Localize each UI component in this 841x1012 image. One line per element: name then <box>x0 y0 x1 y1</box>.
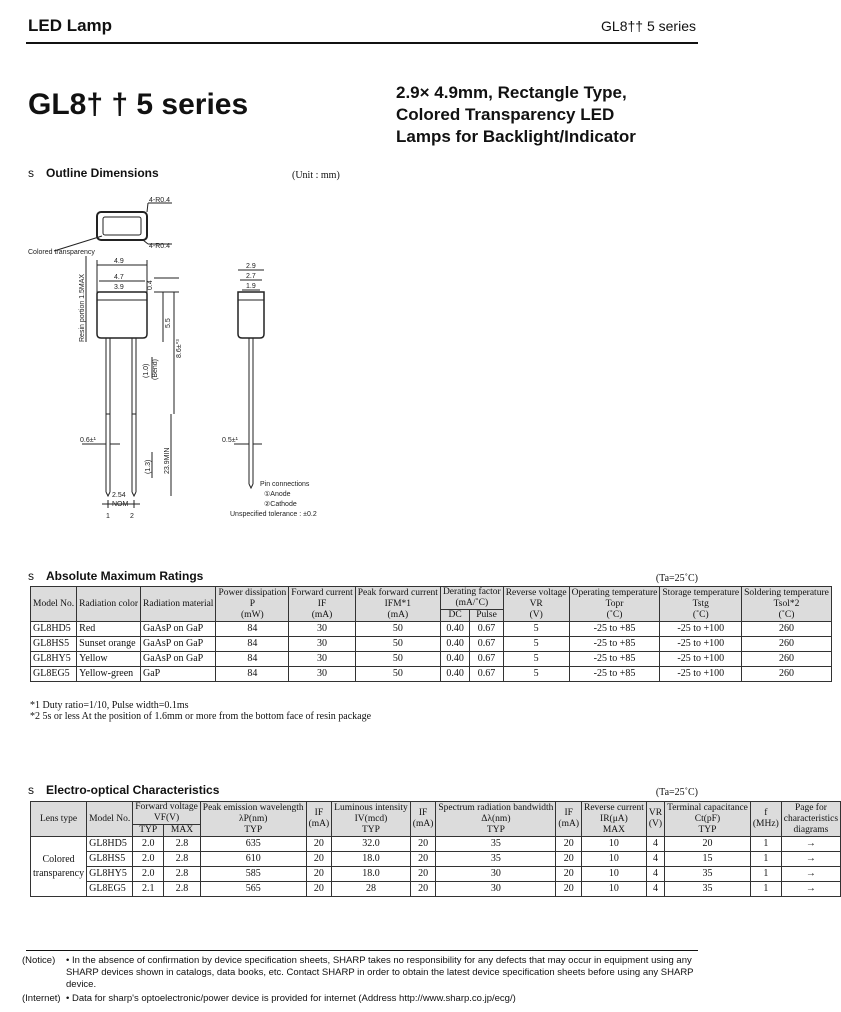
cell-bw-if: 20 <box>556 852 582 867</box>
cell-ir: 10 <box>581 867 646 882</box>
amr-col-tstg <box>660 587 742 622</box>
eoc-lum-typ: TYP <box>362 824 380 835</box>
eoc-bw-if-unit: (mA) <box>558 819 579 829</box>
eoc-col-bw-if <box>556 802 582 837</box>
subtitle-line-1: 2.9× 4.9mm, Rectangle Type, <box>396 83 627 102</box>
table-row <box>31 882 841 897</box>
cell-vf-typ: 2.0 <box>133 837 164 852</box>
eoc-rc-vr-unit: (V) <box>648 819 663 829</box>
table-row <box>31 837 841 852</box>
dim-2-54: 2.54 <box>112 492 126 499</box>
cell-tsol: 260 <box>742 652 832 667</box>
cell-page-arrow[interactable]: → <box>781 852 840 867</box>
amr-if-unit: (mA) <box>311 609 333 620</box>
notice-label: (Notice) <box>22 955 56 966</box>
cell-pulse: 0.67 <box>470 667 503 682</box>
cell-color: Sunset orange <box>77 637 141 652</box>
eoc-rc-title: Reverse current <box>583 802 644 813</box>
cell-material: GaP <box>141 667 216 682</box>
eoc-col-vf <box>133 802 201 825</box>
cell-vr: 5 <box>503 652 569 667</box>
footer-rule <box>26 950 698 951</box>
cell-model: GL8EG5 <box>31 667 77 682</box>
eoc-vf-title: Forward voltage <box>135 802 198 812</box>
dim-0-4: 0.4 <box>147 280 154 290</box>
cell-lum: 18.0 <box>332 867 411 882</box>
amr-condition: (Ta=25˚C) <box>655 573 698 584</box>
amr-if-title: Forward current <box>291 587 353 598</box>
eoc-lum-unit: IV(mcd) <box>354 813 388 824</box>
eoc-col-model: Model No. <box>87 802 133 837</box>
cell-page-arrow[interactable]: → <box>781 882 840 897</box>
label-anode: ①Anode <box>264 491 291 498</box>
table-row <box>31 852 841 867</box>
table-row <box>31 867 841 882</box>
cell-tsol: 260 <box>742 637 832 652</box>
amr-vr-title: Reverse voltage <box>505 587 567 598</box>
label-tolerance: Unspecified tolerance : ±0.2 <box>230 511 317 518</box>
eoc-page-line-1: Page for <box>794 802 827 813</box>
cell-model: GL8HD5 <box>31 622 77 637</box>
header-rule <box>26 42 698 44</box>
outline-heading <box>28 166 159 180</box>
label-pin-connections: Pin connections <box>260 481 310 488</box>
eoc-bw-typ: TYP <box>486 824 505 835</box>
header-category: LED Lamp <box>28 16 113 35</box>
bullet-mark: s <box>28 783 34 797</box>
eoc-lum-if-symbol: IF <box>418 808 428 818</box>
dim-1-3: (1.3) <box>145 459 152 474</box>
dim-5-5: 5.5 <box>165 318 172 328</box>
cell-lum: 18.0 <box>332 852 411 867</box>
notice-text: • In the absence of confirmation by device specification sheets, SHARP takes no responsibility for any defects that may occur in equipment using any SHARP devices shown in catalogs, data books, etc. Contact SHARP in order to obtain the latest device specification sheets before using any SHARP device. <box>66 955 694 990</box>
eoc-col-lum-if <box>410 802 436 837</box>
cell-p: 84 <box>216 622 289 637</box>
cell-peak-if: 20 <box>306 837 332 852</box>
amr-col-tsol <box>742 587 832 622</box>
cell-ir: 10 <box>581 837 646 852</box>
eoc-col-peak-if <box>306 802 332 837</box>
cell-lum: 32.0 <box>332 837 411 852</box>
cell-bw: 35 <box>436 852 556 867</box>
footer-notice <box>22 955 698 1005</box>
amr-tstg-unit: (˚C) <box>692 609 709 620</box>
amr-ifm-symbol: IFM*1 <box>384 598 412 609</box>
eoc-condition: (Ta=25˚C) <box>655 787 698 798</box>
lens-line-1: Colored <box>42 853 75 865</box>
eoc-peak-if-unit: (mA) <box>308 819 330 829</box>
cell-peak: 565 <box>200 882 306 897</box>
cell-peak-if: 20 <box>306 852 332 867</box>
eoc-col-bw <box>436 802 556 837</box>
label-cathode: ②Cathode <box>264 501 297 508</box>
cell-material: GaAsP on GaP <box>141 622 216 637</box>
amr-note-1: *1 Duty ratio=1/10, Pulse width=0.1ms <box>30 700 189 711</box>
series-title: GL8† † 5 series <box>28 88 249 121</box>
cell-topr: -25 to +85 <box>569 637 660 652</box>
cell-model: GL8HY5 <box>31 652 77 667</box>
table-row <box>31 652 832 667</box>
cell-f: 1 <box>750 852 781 867</box>
eoc-cap-typ: TYP <box>698 824 717 835</box>
cell-ifm: 50 <box>355 622 440 637</box>
dim-r04-top: 4-R0.4 <box>149 197 171 204</box>
cell-f: 1 <box>750 882 781 897</box>
cell-if: 30 <box>289 637 355 652</box>
amr-table <box>30 586 832 682</box>
amr-col-material: Radiation material <box>141 587 216 622</box>
cell-peak-if: 20 <box>306 867 332 882</box>
dim-3-9: 3.9 <box>114 284 124 291</box>
cell-dc: 0.40 <box>440 637 469 652</box>
cell-f: 1 <box>750 867 781 882</box>
cell-peak: 585 <box>200 867 306 882</box>
dim-8-6: 8.6±°³ <box>176 339 183 358</box>
cell-model: GL8HS5 <box>31 637 77 652</box>
pin-2-label: 2 <box>130 513 134 520</box>
cell-topr: -25 to +85 <box>569 652 660 667</box>
amr-heading <box>28 569 203 583</box>
cell-vf-typ: 2.0 <box>133 867 164 882</box>
cell-lum-if: 20 <box>410 882 436 897</box>
eoc-lum-if-unit: (mA) <box>412 819 434 829</box>
amr-col-pulse: Pulse <box>470 610 503 622</box>
dim-4-9: 4.9 <box>114 258 124 265</box>
cell-color: Red <box>77 622 141 637</box>
cell-vf-max: 2.8 <box>164 837 201 852</box>
dim-2-7: 2.7 <box>246 273 256 280</box>
cell-page-arrow[interactable]: → <box>781 867 840 882</box>
cell-model: GL8EG5 <box>87 882 133 897</box>
amr-tstg-symbol: Tstg <box>692 598 709 609</box>
cell-if: 30 <box>289 652 355 667</box>
cell-bw-if: 20 <box>556 837 582 852</box>
internet-text: • Data for sharp's optoelectronic/power device is provided for internet (Address http://www.sharp.co.jp/ecg/) <box>66 993 516 1004</box>
dim-nom: NOM <box>112 501 129 508</box>
cell-bw: 30 <box>436 882 556 897</box>
dim-23-9: 23.9MIN <box>164 447 171 474</box>
eoc-peak-if-symbol: IF <box>314 808 324 818</box>
internet-label: (Internet) <box>22 993 61 1004</box>
eoc-peak-unit: λP(nm) <box>239 813 268 824</box>
cell-vr: 5 <box>503 622 569 637</box>
cell-peak-if: 20 <box>306 882 332 897</box>
cell-peak: 610 <box>200 852 306 867</box>
table-row <box>31 637 832 652</box>
eoc-col-vf-typ: TYP <box>133 825 164 837</box>
eoc-cap-title: Terminal capacitance <box>667 802 748 813</box>
amr-vr-symbol: VR <box>529 598 543 609</box>
amr-col-color: Radiation color <box>77 587 141 622</box>
product-subtitle <box>396 82 696 148</box>
eoc-heading <box>28 783 219 797</box>
eoc-bw-if-symbol: IF <box>564 808 573 818</box>
cell-lum-if: 20 <box>410 837 436 852</box>
amr-ifm-title: Peak forward current <box>357 587 438 598</box>
cell-ct: 35 <box>665 867 751 882</box>
amr-tstg-title: Storage temperature <box>662 587 740 598</box>
eoc-col-page <box>781 802 840 837</box>
cell-page-arrow[interactable]: → <box>781 837 840 852</box>
amr-p-symbol: P <box>249 598 256 609</box>
cell-tstg: -25 to +100 <box>660 667 742 682</box>
amr-tsol-symbol: Tsol*2 <box>773 598 800 609</box>
amr-col-dc: DC <box>440 610 469 622</box>
eoc-page-line-2: characteristics <box>783 813 839 824</box>
eoc-cap-f-symbol: f <box>764 808 768 818</box>
cell-pulse: 0.67 <box>470 622 503 637</box>
eoc-table <box>30 801 841 897</box>
amr-derating-unit: (mA/˚C) <box>455 598 489 608</box>
pin-1-label: 1 <box>106 513 110 520</box>
cell-ir: 10 <box>581 852 646 867</box>
outline-unit: (Unit : mm) <box>292 170 340 181</box>
cell-f: 1 <box>750 837 781 852</box>
eoc-rc-unit: IR(μA) <box>600 813 628 824</box>
eoc-rc-vr-symbol: VR <box>648 808 663 818</box>
cell-if: 30 <box>289 622 355 637</box>
cell-p: 84 <box>216 652 289 667</box>
eoc-bw-unit: Δλ(nm) <box>481 813 511 824</box>
cell-vf-max: 2.8 <box>164 882 201 897</box>
outline-drawing <box>24 182 334 524</box>
cell-dc: 0.40 <box>440 652 469 667</box>
cell-bw-if: 20 <box>556 867 582 882</box>
cell-vr: 5 <box>503 667 569 682</box>
cell-dc: 0.40 <box>440 667 469 682</box>
cell-ir: 10 <box>581 882 646 897</box>
cell-vf-max: 2.8 <box>164 867 201 882</box>
dim-4-7: 4.7 <box>114 274 124 281</box>
amr-topr-title: Operating temperature <box>571 587 658 598</box>
eoc-col-rc-vr <box>646 802 664 837</box>
cell-vr: 4 <box>646 867 664 882</box>
cell-tsol: 260 <box>742 622 832 637</box>
amr-col-if <box>289 587 355 622</box>
table-row <box>31 667 832 682</box>
cell-bw: 35 <box>436 837 556 852</box>
cell-peak: 635 <box>200 837 306 852</box>
amr-col-topr <box>569 587 660 622</box>
eoc-col-lens: Lens type <box>31 802 87 837</box>
eoc-heading-text: Electro-optical Characteristics <box>46 783 220 797</box>
cell-model: GL8HY5 <box>87 867 133 882</box>
amr-topr-symbol: Topr <box>605 598 624 609</box>
cell-lum-if: 20 <box>410 867 436 882</box>
cell-vr: 4 <box>646 837 664 852</box>
eoc-peak-title: Peak emission wavelength <box>202 802 304 813</box>
label-colored-transparency: Colored transparency <box>28 249 95 256</box>
eoc-lum-title: Luminous intensity <box>334 802 408 813</box>
eoc-page-line-3: diagrams <box>793 824 829 835</box>
cell-ct: 35 <box>665 882 751 897</box>
amr-tsol-title: Soldering temperature <box>744 587 829 598</box>
subtitle-line-3: Lamps for Backlight/Indicator <box>396 127 636 146</box>
dim-0-5: 0.5±¹ <box>222 437 238 444</box>
amr-tsol-unit: (˚C) <box>778 609 795 620</box>
cell-pulse: 0.67 <box>470 652 503 667</box>
cell-vr: 5 <box>503 637 569 652</box>
header-series: GL8†† 5 series <box>601 18 696 34</box>
amr-col-p <box>216 587 289 622</box>
dim-r04-bottom: 4-R0.4 <box>149 243 171 250</box>
eoc-col-vf-max: MAX <box>164 825 201 837</box>
eoc-cap-unit: Ct(pF) <box>694 813 721 824</box>
eoc-peak-typ: TYP <box>244 824 263 835</box>
lens-line-2: transparency <box>33 867 85 879</box>
cell-vf-typ: 2.0 <box>133 852 164 867</box>
table-row <box>31 622 832 637</box>
eoc-vf-unit: VF(V) <box>153 813 180 823</box>
cell-topr: -25 to +85 <box>569 622 660 637</box>
eoc-rc-max: MAX <box>602 824 625 835</box>
amr-p-title: Power dissipation <box>218 587 287 598</box>
cell-bw-if: 20 <box>556 882 582 897</box>
cell-lum: 28 <box>332 882 411 897</box>
cell-vf-typ: 2.1 <box>133 882 164 897</box>
cell-if: 30 <box>289 667 355 682</box>
cell-ct: 20 <box>665 837 751 852</box>
cell-material: GaAsP on GaP <box>141 652 216 667</box>
subtitle-line-2: Colored Transparency LED <box>396 105 615 124</box>
eoc-col-cap-f <box>750 802 781 837</box>
outline-heading-text: Outline Dimensions <box>46 166 159 180</box>
cell-model: GL8HS5 <box>87 852 133 867</box>
dim-2-9: 2.9 <box>246 263 256 270</box>
cell-vf-max: 2.8 <box>164 852 201 867</box>
amr-derating-title: Derating factor <box>442 587 501 597</box>
dim-1-0: (1.0) <box>143 363 150 378</box>
cell-color: Yellow-green <box>77 667 141 682</box>
amr-notes <box>30 700 371 722</box>
amr-col-ifm <box>355 587 440 622</box>
label-bend: (Bend) <box>152 358 159 380</box>
cell-tstg: -25 to +100 <box>660 637 742 652</box>
amr-col-model: Model No. <box>31 587 77 622</box>
amr-col-vr <box>503 587 569 622</box>
dim-0-6: 0.6±¹ <box>80 437 96 444</box>
amr-if-symbol: IF <box>317 598 327 609</box>
cell-material: GaAsP on GaP <box>141 637 216 652</box>
cell-ifm: 50 <box>355 637 440 652</box>
cell-tstg: -25 to +100 <box>660 652 742 667</box>
cell-bw: 30 <box>436 867 556 882</box>
cell-p: 84 <box>216 667 289 682</box>
cell-vr: 4 <box>646 852 664 867</box>
amr-p-unit: (mW) <box>241 609 264 620</box>
cell-p: 84 <box>216 637 289 652</box>
label-resin-portion: Resin portion 1.5MAX <box>79 273 86 342</box>
cell-ifm: 50 <box>355 667 440 682</box>
cell-vr: 4 <box>646 882 664 897</box>
cell-tstg: -25 to +100 <box>660 622 742 637</box>
amr-note-2: *2 5s or less At the position of 1.6mm or more from the bottom face of resin package <box>30 711 372 722</box>
eoc-col-cap <box>665 802 751 837</box>
eoc-col-rc <box>581 802 646 837</box>
cell-topr: -25 to +85 <box>569 667 660 682</box>
amr-heading-text: Absolute Maximum Ratings <box>46 569 204 583</box>
cell-model: GL8HD5 <box>87 837 133 852</box>
amr-col-derating <box>440 587 503 610</box>
bullet-mark: s <box>28 166 34 180</box>
eoc-cap-f-unit: (MHz) <box>752 819 779 829</box>
amr-ifm-unit: (mA) <box>387 609 409 620</box>
eoc-col-peak <box>200 802 306 837</box>
bullet-mark: s <box>28 569 34 583</box>
amr-topr-unit: (˚C) <box>606 609 623 620</box>
cell-lum-if: 20 <box>410 852 436 867</box>
cell-ct: 15 <box>665 852 751 867</box>
cell-pulse: 0.67 <box>470 637 503 652</box>
dim-1-9: 1.9 <box>246 283 256 290</box>
cell-tsol: 260 <box>742 667 832 682</box>
eoc-bw-title: Spectrum radiation bandwidth <box>438 802 554 813</box>
cell-color: Yellow <box>77 652 141 667</box>
cell-lens-type <box>31 837 87 897</box>
amr-vr-unit: (V) <box>529 609 543 620</box>
cell-ifm: 50 <box>355 652 440 667</box>
cell-dc: 0.40 <box>440 622 469 637</box>
eoc-col-lum <box>332 802 411 837</box>
